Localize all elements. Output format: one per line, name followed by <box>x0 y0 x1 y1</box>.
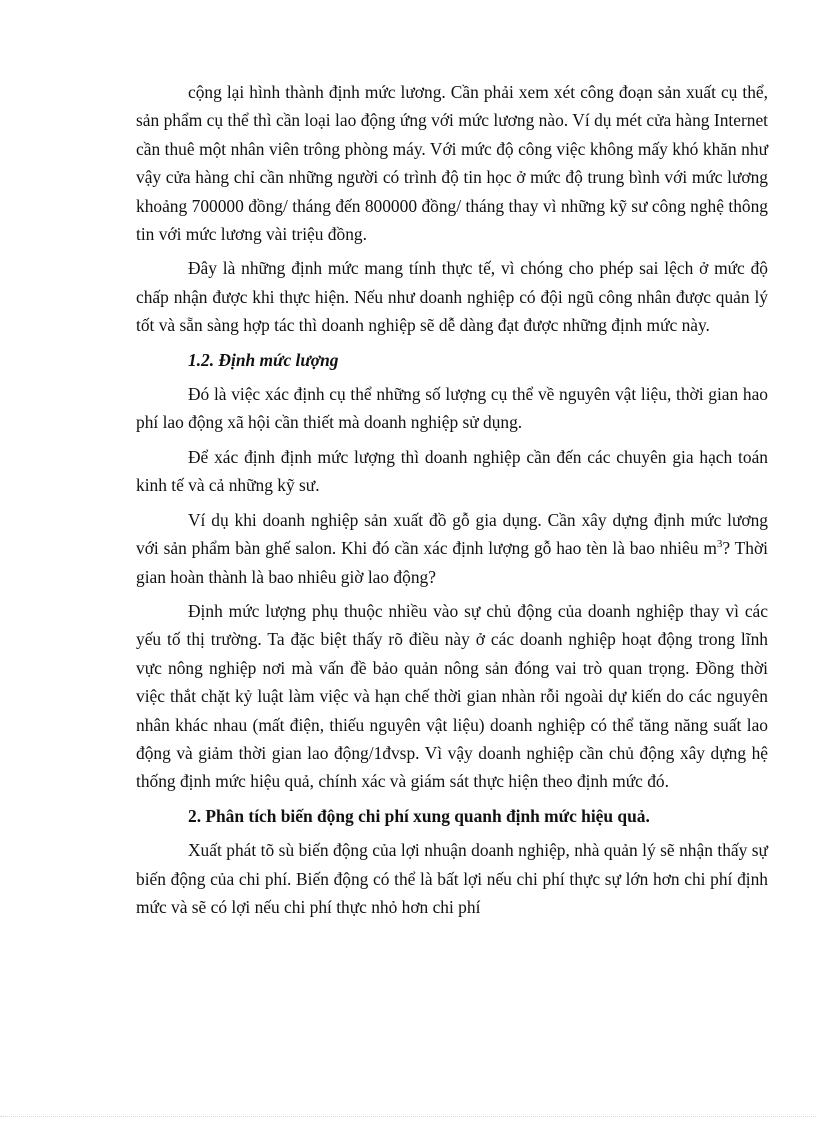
section-heading-1-2: 1.2. Định mức lượng <box>188 349 339 370</box>
paragraph-furniture-example <box>136 506 768 591</box>
paragraph-practical-norms: Đây là những định mức mang tính thực tế, vì chóng cho phép sai lệch ở mức độ chấp nhận được khi thực hiện. Nếu như doanh nghiệp có đội ngũ công nhân được quản lý tốt và sẵn sàng hợp tác thì doanh nghiệp sẽ dễ dàng đạt được những định mức này. <box>136 258 768 336</box>
paragraph-quantity-norm-experts: Để xác định định mức lượng thì doanh nghiệp cần đến các chuyên gia hạch toán kinh tế và cả những kỹ sư. <box>136 446 768 496</box>
paragraph-quantity-norm-definition: Đó là việc xác định cụ thể những số lượng cụ thể về nguyên vật liệu, thời gian hao phí lao động xã hội cần thiết mà doanh nghiệp sử dụng. <box>136 384 768 433</box>
document-body <box>136 78 768 927</box>
paragraph-wage-norm-example: cộng lại hình thành định mức lương. Cần phải xem xét công đoạn sản xuất cụ thể, sản phẩm cụ thể thì cần loại lao động ứng với mức lương nào. Ví dụ mét cửa hàng Internet cần thuê một nhân viên trông phòng máy. Với mức độ công việc không mấy khó khăn như vậy cửa hàng chỉ cần những người có trình độ tin học ở mức độ trung bình với mức lương khoảng 700000 đồng/ tháng đến 800000 đồng/ tháng thay vì những kỹ sư công nghệ thông tin với mức lương vài triệu đồng. <box>136 82 768 245</box>
paragraph-quantity-norm-dependence: Định mức lượng phụ thuộc nhiều vào sự chủ động của doanh nghiệp thay vì các yếu tố thị trường. Ta đặc biệt thấy rõ điều này ở các doanh nghiệp hoạt động trong lĩnh vực nông nghiệp nơi mà vấn đề bảo quản nông sản đóng vai trò quan trọng. Đồng thời việc thắt chặt kỷ luật làm việc và hạn chế thời gian nhàn rỗi ngoài dự kiến do các nguyên nhân khác nhau (mất điện, thiếu nguyên vật liệu) doanh nghiệp có thể tăng năng suất lao động và giảm thời gian lao động/1đvsp. Vì vậy doanh nghiệp cần chủ động xây dựng hệ thống định mức hiệu quả, chính xác và giám sát thực hiện theo định mức đó. <box>136 600 768 792</box>
section-heading-2: 2. Phân tích biến động chi phí xung quanh định mức hiệu quả. <box>188 805 650 826</box>
furniture-example-text-2: ? Thời gian hoàn thành là bao nhiêu giờ lao động? <box>136 538 768 587</box>
furniture-example-text-1: Ví dụ khi doanh nghiệp sản xuất đồ gỗ gia dụng. Cần xây dựng định mức lương với sản phẩm bàn ghế salon. Khi đó cần xác định lượng gỗ hao tèn là bao nhiêu m <box>136 509 768 559</box>
cubic-superscript: 3 <box>716 538 723 551</box>
page-bottom-divider <box>0 1116 816 1117</box>
paragraph-cost-variance: Xuất phát tõ sù biến động của lợi nhuận doanh nghiệp, nhà quản lý sẽ nhận thấy sự biến động của chi phí. Biến động có thể là bất lợi nếu chi phí thực sự lớn hơn chi phí định mức và sẽ có lợi nếu chi phí thực nhỏ hơn chi phí <box>136 840 768 917</box>
